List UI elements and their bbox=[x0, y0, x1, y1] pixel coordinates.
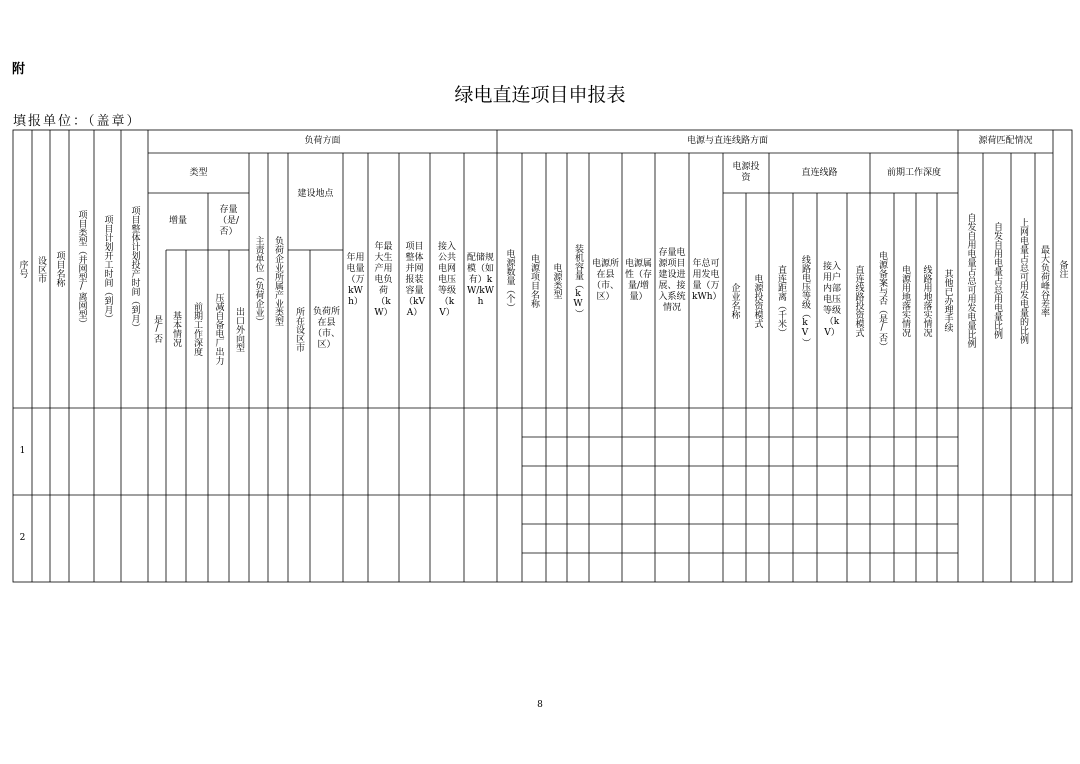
header-storage: 配储规模（如有）kW/kWh bbox=[467, 253, 495, 307]
header-peak-valley: 最大负荷峰谷差率 bbox=[1039, 244, 1049, 317]
header-outward: 出口外向型 bbox=[234, 306, 244, 352]
header-max-load: 年最大生产用电负荷（kW） bbox=[374, 242, 393, 318]
header-plan-start: 项目计划开工时间（到月） bbox=[102, 215, 113, 323]
group-stock: 存量（是/否） bbox=[217, 205, 240, 237]
header-user-voltage: 接入用户内部电压等级（kV） bbox=[822, 262, 841, 338]
header-site-city: 所在设区市 bbox=[294, 306, 304, 352]
header-source-count: 电源数量（个） bbox=[504, 249, 515, 312]
header-ratio-grid: 上网电量占总可用发电量的比例 bbox=[1018, 217, 1028, 344]
header-invest-mode: 电源投资模式 bbox=[752, 273, 763, 328]
group-type: 类型 bbox=[189, 167, 208, 178]
group-power-investment: 电源投资 bbox=[732, 162, 760, 183]
group-increment: 增量 bbox=[168, 216, 187, 226]
header-source-attr: 电源属性（存量/增量） bbox=[625, 258, 653, 302]
header-other-proc: 其他已办理手续 bbox=[942, 269, 953, 332]
table-row-seq: 2 bbox=[19, 533, 26, 543]
header-enterprise-name: 企业名称 bbox=[729, 282, 740, 319]
header-line-distance: 直连距离（千米） bbox=[776, 264, 786, 337]
group-direct-line: 直连线路 bbox=[801, 167, 838, 178]
appendix-label: 附 bbox=[12, 62, 26, 77]
header-annual-generation: 年总可用发电量（万kWh） bbox=[692, 258, 722, 302]
header-project-type: 项目类型（并网型/离网型） bbox=[76, 210, 87, 328]
header-source-county: 电源所在县（市、区） bbox=[592, 258, 620, 302]
header-project-name: 项目名称 bbox=[54, 251, 65, 287]
page-number: 8 bbox=[537, 700, 543, 710]
header-city: 设区市 bbox=[36, 255, 46, 283]
header-source-name: 电源项目名称 bbox=[529, 253, 539, 308]
header-ratio-self-use: 自发自用电量占总用电量比例 bbox=[992, 222, 1002, 339]
header-grid-voltage: 接入公共电网电压等级（kV） bbox=[437, 242, 456, 318]
header-stock-progress: 存量电源项目建设进展、接入系统情况 bbox=[658, 247, 686, 313]
header-source-type: 电源类型 bbox=[551, 262, 562, 299]
header-site-county: 负荷所在县（市、区） bbox=[313, 307, 341, 350]
header-main-unit: 主责单位（负荷企业） bbox=[253, 235, 264, 326]
header-export-type: 压减自备电厂出力 bbox=[213, 293, 224, 365]
group-match: 源荷匹配情况 bbox=[978, 136, 1033, 146]
group-prework: 前期工作深度 bbox=[886, 167, 941, 178]
header-ratio-self-total: 自发自用电量占总可用发电量比例 bbox=[965, 213, 976, 348]
header-is-yes-no: 是/否 bbox=[152, 315, 162, 343]
header-line-invest: 直连线路投资模式 bbox=[853, 264, 864, 337]
header-land-line: 线路用地落实情况 bbox=[921, 264, 932, 337]
header-seq: 序号 bbox=[17, 260, 28, 278]
header-plan-production: 项目整体计划投产时间（到月） bbox=[129, 206, 140, 332]
table-row-seq: 1 bbox=[19, 446, 26, 456]
header-land-source: 电源用地落实情况 bbox=[900, 264, 910, 337]
header-basic-info: 基本情况 bbox=[171, 311, 181, 347]
header-remark: 备注 bbox=[1057, 260, 1068, 278]
header-capacity: 项目整体并网报装容量（kVA） bbox=[404, 242, 425, 318]
filling-unit-label: 填报单位：（盖章） bbox=[13, 114, 142, 129]
header-filing: 电源备案与否（是/否） bbox=[877, 250, 887, 351]
header-installed: 装机容量（kW） bbox=[573, 243, 583, 318]
header-industry-type: 负荷企业所属产业类型 bbox=[273, 235, 283, 326]
group-power: 电源与直连线路方面 bbox=[686, 136, 768, 146]
header-prework-depth: 前期工作深度 bbox=[192, 302, 202, 356]
group-load: 负荷方面 bbox=[304, 136, 341, 146]
group-construction-site: 建设地点 bbox=[297, 189, 334, 199]
page-title: 绿电直连项目申报表 bbox=[454, 84, 626, 106]
header-annual-consumption: 年用电量（万kWh） bbox=[346, 253, 365, 307]
header-line-voltage: 线路电压等级（kV） bbox=[800, 254, 810, 347]
